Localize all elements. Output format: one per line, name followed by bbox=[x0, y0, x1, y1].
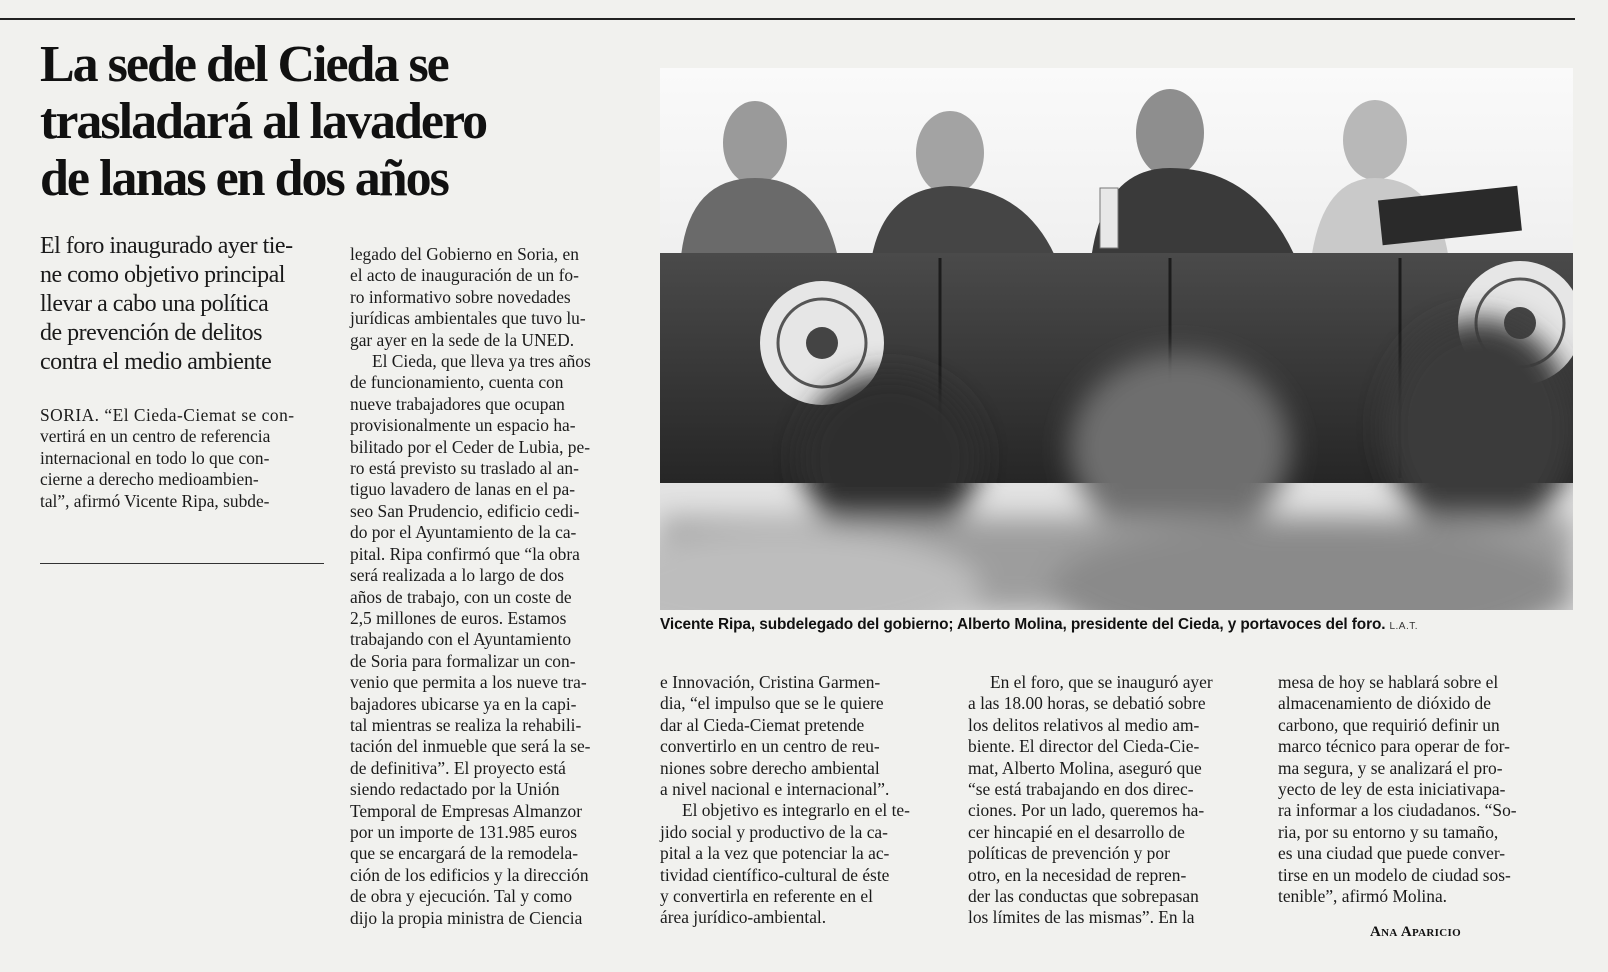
column-line: Temporal de Empresas Almanzor bbox=[350, 800, 583, 821]
column-line: venio que permita a los nueve tra- bbox=[350, 672, 587, 693]
column-line: ria, por su entorno y su tamaño, bbox=[1278, 821, 1499, 842]
column-line: tividad científico-cultural de éste bbox=[660, 864, 890, 885]
column-line: pital. Ripa confirmó que “la obra bbox=[350, 543, 580, 564]
headline-line: trasladará al lavadero bbox=[40, 93, 487, 150]
caption-text: Vicente Ripa, subdelegado del gobierno; Alberto Molina, presidente del Cieda, y portavoces del foro. bbox=[660, 616, 1386, 633]
column-line: bilitado por el Ceder de Lubia, pe- bbox=[350, 436, 591, 457]
column-line: mesa de hoy se hablará sobre el bbox=[1278, 672, 1499, 692]
column-line: El objetivo es integrarlo en el te- bbox=[682, 800, 910, 821]
column-line: políticas de prevención y por bbox=[968, 843, 1170, 864]
column-line: 2,5 millones de euros. Estamos bbox=[350, 607, 567, 628]
column-line: almacenamiento de dióxido de bbox=[1278, 693, 1491, 714]
column-line: años de trabajo, con un coste de bbox=[350, 586, 572, 607]
column-line: internacional en todo lo que con- bbox=[40, 447, 270, 468]
column-line: de Soria para formalizar un con- bbox=[350, 650, 576, 671]
column-line: siendo redactado por la Unión bbox=[350, 779, 560, 800]
article-column-1 bbox=[40, 405, 330, 512]
column-line: tirse en un modelo de ciudad sos- bbox=[1278, 864, 1511, 885]
column-line: dia, “el impulso que se le quiere bbox=[660, 693, 884, 714]
article-column-2 bbox=[350, 244, 640, 929]
column-line: los límites de las mismas”. En la bbox=[968, 907, 1195, 928]
column-line: otro, en la necesidad de repren- bbox=[968, 864, 1187, 885]
column-line: que se encargará de la remodela- bbox=[350, 843, 579, 864]
column-line: mat, Alberto Molina, aseguró que bbox=[968, 757, 1202, 778]
column-line: jurídicas ambientales que tuvo lu- bbox=[350, 308, 586, 329]
subhead-line: El foro inaugurado ayer tie- bbox=[40, 233, 293, 259]
column-line: de obra y ejecución. Tal y como bbox=[350, 886, 573, 907]
column-line: vertirá en un centro de referencia bbox=[40, 426, 271, 447]
column-line: SORIA. “El Cieda-Ciemat se con- bbox=[40, 405, 295, 425]
column-line: ción de los edificios y la dirección bbox=[350, 864, 589, 885]
column-line: los delitos relativos al medio am- bbox=[968, 714, 1200, 735]
column-line: es una ciudad que puede conver- bbox=[1278, 843, 1506, 864]
article-column-3 bbox=[660, 672, 950, 929]
headline-line: de lanas en dos años bbox=[40, 150, 448, 207]
column-line: jido social y productivo de la ca- bbox=[660, 821, 888, 842]
column-line: seo San Prudencio, edificio cedi- bbox=[350, 500, 580, 521]
column-line: de funcionamiento, cuenta con bbox=[350, 372, 564, 393]
column-line: e Innovación, Cristina Garmen- bbox=[660, 672, 881, 692]
photo-caption bbox=[660, 616, 1575, 634]
column-line: legado del Gobierno en Soria, en bbox=[350, 244, 579, 264]
column-line: gar ayer en la sede de la UNED. bbox=[350, 329, 575, 350]
column-line: cer hincapié en el desarrollo de bbox=[968, 821, 1185, 842]
subhead-line: contra el medio ambiente bbox=[40, 349, 272, 375]
byline: Ana Aparicio bbox=[1370, 924, 1461, 940]
news-photo bbox=[660, 68, 1573, 610]
column-line: ro está previsto su traslado al an- bbox=[350, 458, 579, 479]
column-line: “se está trabajando en dos direc- bbox=[968, 779, 1194, 800]
column-line: dijo la propia ministra de Ciencia bbox=[350, 907, 583, 928]
column-line: área jurídico-ambiental. bbox=[660, 907, 827, 928]
column-line: En el foro, que se inauguró ayer bbox=[990, 672, 1213, 692]
photo-credit: L.A.T. bbox=[1389, 621, 1419, 632]
column-line: tal”, afirmó Vicente Ripa, subde- bbox=[40, 490, 270, 511]
column-line: nueve trabajadores que ocupan bbox=[350, 393, 565, 414]
column-line: pital a la vez que potenciar la ac- bbox=[660, 843, 890, 864]
column-line: yecto de ley de esta iniciativapa- bbox=[1278, 779, 1506, 800]
column-line: a las 18.00 horas, se debatió sobre bbox=[968, 693, 1206, 714]
forum-panel-photo bbox=[660, 68, 1573, 610]
column-line: cierne a derecho medioambien- bbox=[40, 469, 259, 490]
column-line: carbono, que requirió definir un bbox=[1278, 714, 1500, 735]
column-line: tal mientras se realiza la rehabili- bbox=[350, 714, 582, 735]
column-line: a nivel nacional e internacional”. bbox=[660, 779, 890, 800]
column-line: tación del inmueble que será la se- bbox=[350, 736, 591, 757]
column-line: y convertirla en referente en el bbox=[660, 886, 873, 907]
column-line: El Cieda, que lleva ya tres años bbox=[372, 351, 591, 372]
article-column-4 bbox=[968, 672, 1258, 929]
column-line: bajadores ubicarse ya en la capi- bbox=[350, 693, 577, 714]
column-line: biente. El director del Cieda-Cie- bbox=[968, 736, 1200, 757]
headline bbox=[40, 36, 620, 207]
column-line: marco técnico para operar de for- bbox=[1278, 736, 1510, 757]
column-line: ciones. Por un lado, queremos ha- bbox=[968, 800, 1205, 821]
top-rule bbox=[0, 18, 1575, 20]
column-line: do por el Ayuntamiento de la ca- bbox=[350, 522, 577, 543]
column-line: el acto de inauguración de un fo- bbox=[350, 265, 579, 286]
subhead-line: de prevención de delitos bbox=[40, 320, 262, 346]
subhead-line: ne como objetivo principal bbox=[40, 262, 285, 288]
column-line: niones sobre derecho ambiental bbox=[660, 757, 880, 778]
column-line: provisionalmente un espacio ha- bbox=[350, 415, 576, 436]
column-line: ma segura, y se analizará el pro- bbox=[1278, 757, 1503, 778]
column-line: dar al Cieda-Ciemat pretende bbox=[660, 714, 865, 735]
subhead-line: llevar a cabo una política bbox=[40, 291, 269, 317]
column-line: ro informativo sobre novedades bbox=[350, 286, 571, 307]
column-line: por un importe de 131.985 euros bbox=[350, 821, 578, 842]
column-line: de definitiva”. El proyecto está bbox=[350, 757, 566, 778]
column-divider-rule bbox=[40, 563, 324, 564]
article-column-5 bbox=[1278, 672, 1573, 907]
column-line: convertirlo en un centro de reu- bbox=[660, 736, 880, 757]
column-line: tiguo lavadero de lanas en el pa- bbox=[350, 479, 576, 500]
headline-line: La sede del Cieda se bbox=[40, 36, 448, 93]
column-line: ra informar a los ciudadanos. “So- bbox=[1278, 800, 1517, 821]
column-line: der las conductas que sobrepasan bbox=[968, 886, 1199, 907]
subheadline bbox=[40, 232, 332, 377]
column-line: trabajando con el Ayuntamiento bbox=[350, 629, 572, 650]
column-line: tenible”, afirmó Molina. bbox=[1278, 886, 1448, 907]
column-line: será realizada a lo largo de dos bbox=[350, 565, 565, 586]
